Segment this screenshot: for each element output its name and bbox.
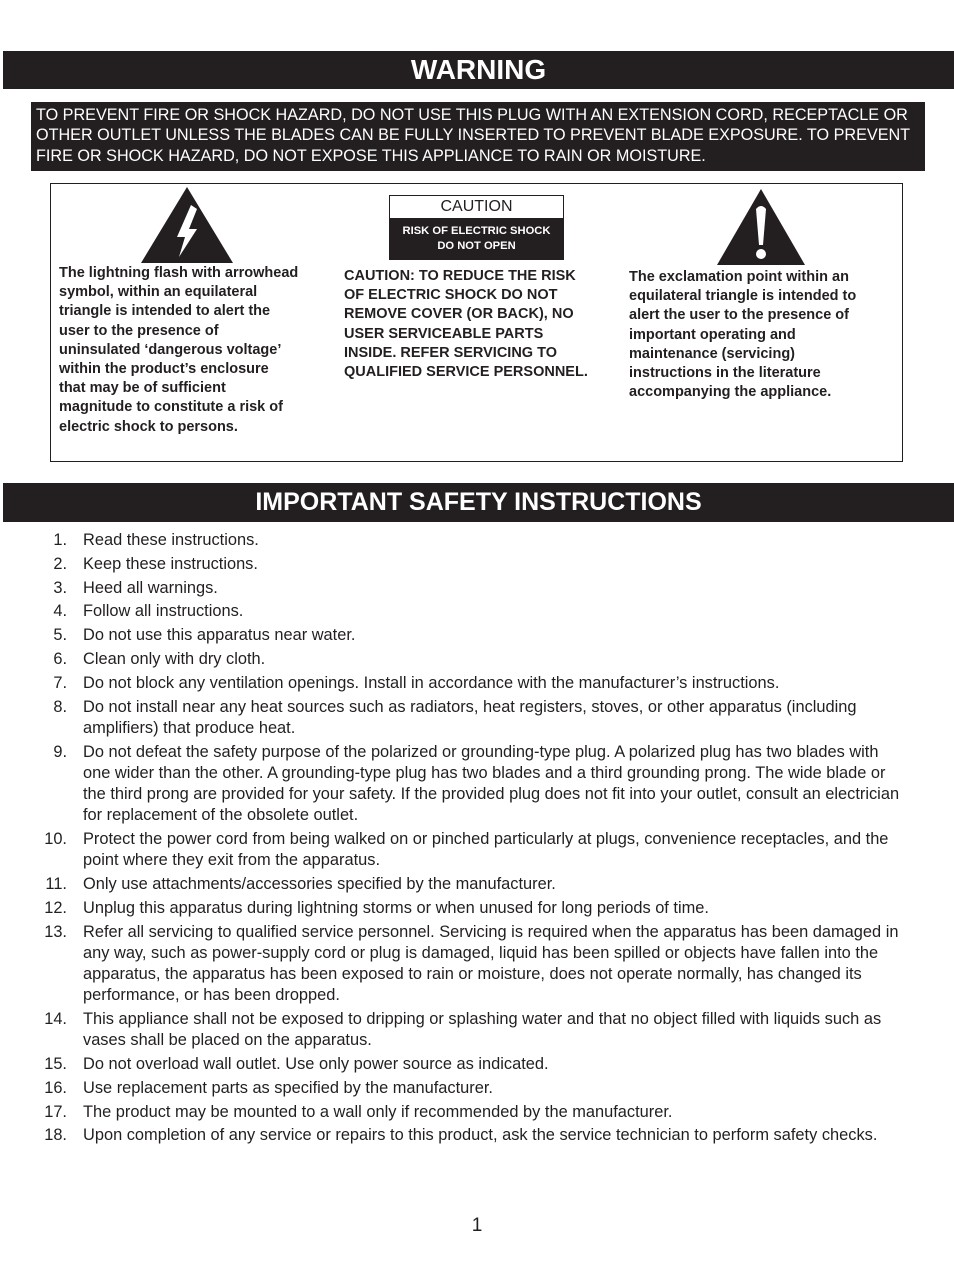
list-item-number: 12. xyxy=(44,898,67,917)
caution-label-line2: DO NOT OPEN xyxy=(437,239,516,252)
list-item xyxy=(0,530,954,551)
page-number: 1 xyxy=(471,1215,483,1236)
list-item-number: 13. xyxy=(44,922,67,941)
caution-label-subtitle xyxy=(390,218,563,259)
list-item xyxy=(0,554,954,575)
list-item-text: Follow all instructions. xyxy=(83,602,244,621)
list-item-number: 3. xyxy=(53,578,67,597)
list-item-number: 2. xyxy=(53,554,67,573)
list-item xyxy=(0,625,954,646)
list-item-text: Do not block any ventilation openings. Install in accordance with the manufacturer’s instructions. xyxy=(83,673,780,692)
warning-text: TO PREVENT FIRE OR SHOCK HAZARD, DO NOT USE THIS PLUG WITH AN EXTENSION CORD, RECEPTACLE OR OTHER OUTLET UNLESS THE BLADES CAN BE FULLY INSERTED TO PREVENT BLADE EXPOSURE. TO PREVENT FIRE OR SHOCK HAZARD, DO NOT EXPOSE THIS APPLIANCE TO RAIN OR MOISTURE. xyxy=(31,102,925,171)
list-item-number: 14. xyxy=(44,1009,67,1028)
list-item-number: 18. xyxy=(44,1126,67,1145)
safety-symbols-panel xyxy=(50,183,903,462)
caution-label xyxy=(389,195,564,260)
list-item-text: Protect the power cord from being walked on or pinched particularly at plugs, convenience receptacles, and the point where they exit from the apparatus. xyxy=(83,829,889,870)
list-item xyxy=(0,673,954,694)
caution-label-line1: RISK OF ELECTRIC SHOCK xyxy=(402,225,551,237)
warning-heading: WARNING xyxy=(3,51,954,89)
list-item-number: 1. xyxy=(53,531,67,549)
list-item-text: Upon completion of any service or repairs to this product, ask the service technician to perform safety checks. xyxy=(83,1126,878,1145)
list-item-number: 6. xyxy=(53,649,67,668)
list-item xyxy=(0,742,954,827)
list-item-text: Do not defeat the safety purpose of the polarized or grounding-type plug. A polarized plug has two blades with one wider than the other. A grounding-type plug has two blades and a third grounding prong. The wide blade or the third prong are provided for your safety. If the provided plug does not fit into your outlet, consult an electrician for replacement of the obsolete outlet. xyxy=(83,742,900,825)
exclamation-triangle-icon xyxy=(715,187,807,267)
caution-explanation: CAUTION: TO REDUCE THE RISK OF ELECTRIC SHOCK DO NOT REMOVE COVER (OR BACK), NO USER SERVICEABLE PARTS INSIDE. REFER SERVICING TO QUALIFIED SERVICE PERSONNEL. xyxy=(344,268,588,381)
list-item xyxy=(0,649,954,670)
list-item-text: This appliance shall not be exposed to dripping or splashing water and that no object filled with liquids such as vases shall be placed on the apparatus. xyxy=(83,1009,882,1050)
list-item xyxy=(0,922,954,1007)
safety-instructions-heading: IMPORTANT SAFETY INSTRUCTIONS xyxy=(3,483,954,522)
lightning-triangle-icon xyxy=(139,185,235,265)
list-item-number: 5. xyxy=(53,626,67,645)
list-item xyxy=(0,601,954,622)
list-item-number: 16. xyxy=(44,1078,67,1097)
list-item xyxy=(0,829,954,871)
list-item-text: Unplug this apparatus during lightning storms or when unused for long periods of time. xyxy=(83,898,709,917)
list-item-number: 7. xyxy=(53,673,67,692)
exclamation-explanation: The exclamation point within an equilateral triangle is intended to alert the user to the presence of important operating and maintenance (servicing) instructions in the literature accompanying the appliance. xyxy=(629,269,857,401)
list-item xyxy=(0,874,954,895)
list-item-text: Keep these instructions. xyxy=(83,554,258,573)
list-item xyxy=(0,1102,954,1123)
list-item-text: Refer all servicing to qualified service personnel. Servicing is required when the apparatus has been damaged in any way, such as power-supply cord or plug is damaged, liquid has been spilled or objects have fallen into the apparatus, the apparatus has been exposed to rain or moisture, does not operate normally, has changed its performance, or has been dropped. xyxy=(83,922,899,1005)
list-item-text: Do not overload wall outlet. Use only power source as indicated. xyxy=(83,1054,549,1073)
list-item-text: Read these instructions. xyxy=(83,531,259,549)
list-item xyxy=(0,1078,954,1099)
list-item xyxy=(0,898,954,919)
list-item-number: 8. xyxy=(53,697,67,716)
list-item-text: Only use attachments/accessories specified by the manufacturer. xyxy=(83,874,556,893)
list-item-number: 10. xyxy=(44,829,67,848)
list-item-text: Do not install near any heat sources such as radiators, heat registers, stoves, or other apparatus (including amplifiers) that produce heat. xyxy=(83,697,857,737)
lightning-explanation: The lightning flash with arrowhead symbol, within an equilateral triangle is intended to alert the user to the presence of uninsulated ‘dangerous voltage’ within the product’s enclosure that may be of sufficient magnitude to constitute a risk of electric shock to persons. xyxy=(59,265,299,435)
list-item-text: Clean only with dry cloth. xyxy=(83,649,266,668)
list-item-text: Use replacement parts as specified by the manufacturer. xyxy=(83,1078,493,1097)
list-item-number: 11. xyxy=(45,874,67,893)
list-item xyxy=(0,1009,954,1051)
caution-label-title: CAUTION xyxy=(390,196,563,218)
list-item xyxy=(0,697,954,739)
safety-instructions-list xyxy=(0,530,954,1149)
list-item-text: Do not use this apparatus near water. xyxy=(83,626,356,645)
list-item xyxy=(0,1054,954,1075)
list-item xyxy=(0,578,954,599)
list-item-number: 17. xyxy=(44,1102,67,1121)
list-item-number: 9. xyxy=(53,742,67,761)
list-item xyxy=(0,1125,954,1146)
list-item-number: 4. xyxy=(53,602,67,621)
list-item-number: 15. xyxy=(44,1054,67,1073)
list-item-text: The product may be mounted to a wall only if recommended by the manufacturer. xyxy=(83,1102,673,1121)
list-item-text: Heed all warnings. xyxy=(83,578,218,597)
